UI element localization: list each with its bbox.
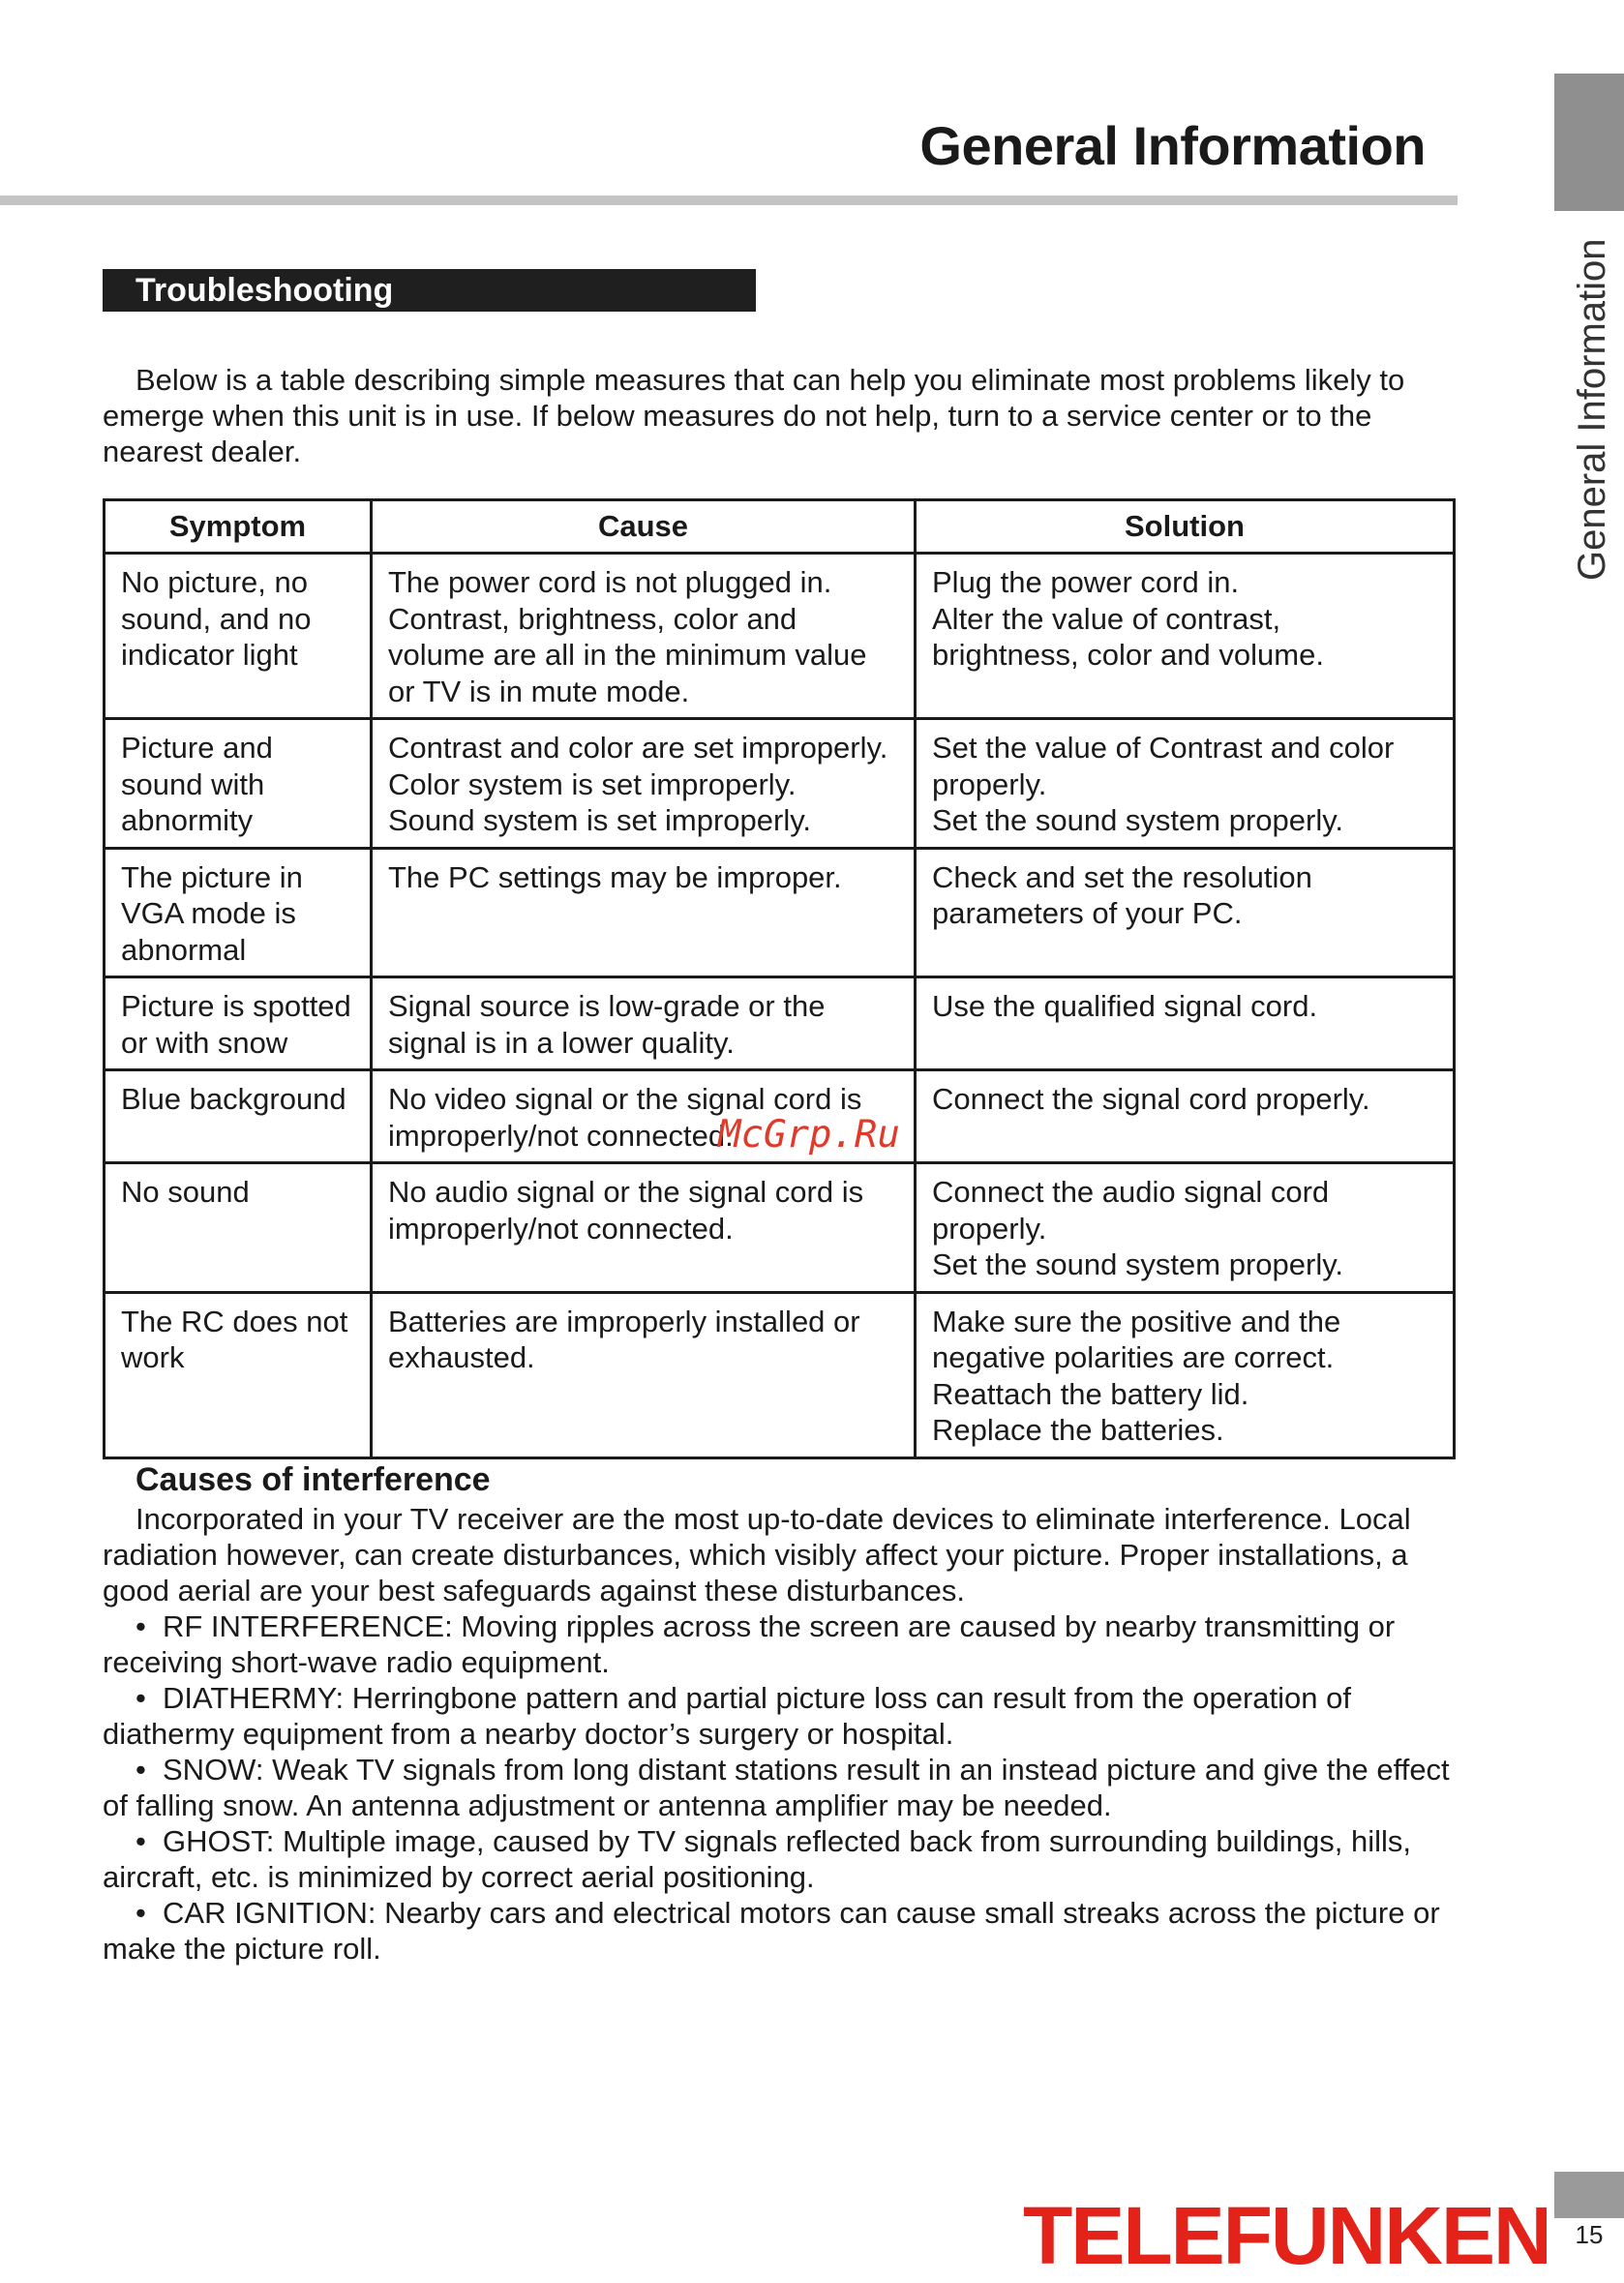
interference-bullet-item <box>103 1680 1458 1752</box>
bullet-dot-icon: • <box>135 1609 146 1643</box>
cause-text-line: No video signal or the signal cord is <box>388 1082 862 1116</box>
solution-text-line: Plug the power cord in. <box>932 565 1240 599</box>
cause-text-line: Color system is set improperly. <box>388 766 797 801</box>
symptom-text-line: or with snow <box>121 1025 288 1060</box>
table-cell-solution <box>916 554 1455 719</box>
bullet-text: GHOST: Multiple image, caused by TV signals reflected back from surrounding buildings, hills, aircraft, etc. is minimized by correct aerial positioning. <box>103 1824 1411 1894</box>
table-cell-solution <box>916 977 1455 1070</box>
table-cell-solution <box>916 1292 1455 1457</box>
table-cell-symptom <box>105 848 372 977</box>
column-header-solution: Solution <box>916 500 1455 554</box>
section-heading-troubleshooting: Troubleshooting <box>103 269 756 312</box>
cause-text-line: Sound system is set improperly. <box>388 803 812 837</box>
telefunken-logo: TELEFUNKEN <box>1023 2190 1550 2281</box>
page-number: 15 <box>1575 2220 1604 2249</box>
solution-text-line: Check and set the resolution <box>932 859 1312 894</box>
symptom-text-line: Blue background <box>121 1082 346 1116</box>
table-cell-symptom <box>105 977 372 1070</box>
page-number-tab <box>1554 2172 1624 2218</box>
table-cell-solution <box>916 848 1455 977</box>
symptom-text-line: Picture and <box>121 731 273 765</box>
interference-body <box>103 1501 1458 1967</box>
cause-text-line: improperly/not connected. <box>388 1211 734 1246</box>
bullet-dot-icon: • <box>135 1824 146 1858</box>
table-cell-cause <box>372 1292 916 1457</box>
solution-text-line: Connect the audio signal cord <box>932 1175 1330 1209</box>
column-header-symptom: Symptom <box>105 500 372 554</box>
cause-text-line: The power cord is not plugged in. <box>388 565 832 599</box>
solution-text-line: Use the qualified signal cord. <box>932 989 1318 1023</box>
troubleshooting-table <box>103 498 1456 1459</box>
bullet-dot-icon: • <box>135 1753 146 1787</box>
cause-text-line: exhausted. <box>388 1340 535 1374</box>
table-row <box>105 977 1455 1070</box>
table-row <box>105 1292 1455 1457</box>
symptom-text-line: No picture, no <box>121 565 308 599</box>
cause-text-line: No audio signal or the signal cord is <box>388 1175 864 1209</box>
solution-text-line: Make sure the positive and the <box>932 1304 1341 1338</box>
table-row <box>105 848 1455 977</box>
bullet-text: CAR IGNITION: Nearby cars and electrical motors can cause small streaks across the picture or make the picture roll. <box>103 1896 1440 1966</box>
solution-text-line: negative polarities are correct. <box>932 1340 1335 1374</box>
cause-text-line: Contrast, brightness, color and <box>388 601 797 636</box>
symptom-text-line: Picture is spotted <box>121 989 351 1023</box>
table-row <box>105 719 1455 849</box>
bullet-dot-icon: • <box>135 1896 146 1930</box>
symptom-text-line: sound, and no <box>121 601 312 636</box>
symptom-text-line: indicator light <box>121 638 298 672</box>
solution-text-line: properly. <box>932 766 1047 801</box>
title-rule <box>0 195 1458 205</box>
table-body <box>105 554 1455 1458</box>
cause-text-line: or TV is in mute mode. <box>388 674 690 708</box>
side-tab-marker <box>1554 74 1624 211</box>
table-cell-solution <box>916 1070 1455 1163</box>
symptom-text-line: abnormity <box>121 803 254 837</box>
solution-text-line: Set the sound system properly. <box>932 1247 1344 1281</box>
solution-text-line: Set the value of Contrast and color <box>932 731 1395 765</box>
interference-bullet-list <box>103 1608 1458 1967</box>
table-cell-symptom <box>105 1070 372 1163</box>
watermark: McGrp.Ru <box>718 1113 900 1157</box>
symptom-text-line: VGA mode is <box>121 896 296 930</box>
symptom-text-line: work <box>121 1340 185 1374</box>
side-tab-label: General Information <box>1571 238 1613 581</box>
cause-text-line: Signal source is low-grade or the <box>388 989 826 1023</box>
table-header-row <box>105 500 1455 554</box>
bullet-text: RF INTERFERENCE: Moving ripples across the screen are caused by nearby transmitting or receiving short-wave radio equipment. <box>103 1609 1396 1679</box>
cause-text-line: signal is in a lower quality. <box>388 1025 735 1060</box>
solution-text-line: Reattach the battery lid. <box>932 1376 1249 1411</box>
table-cell-cause <box>372 977 916 1070</box>
table-cell-symptom <box>105 719 372 849</box>
solution-text-line: Connect the signal cord properly. <box>932 1082 1370 1116</box>
section-heading-interference: Causes of interference <box>135 1461 491 1498</box>
column-header-cause: Cause <box>372 500 916 554</box>
symptom-text-line: The RC does not <box>121 1304 348 1338</box>
troubleshooting-intro: Below is a table describing simple measures that can help you eliminate most problems likely to emerge when this unit is in use. If below measures do not help, turn to a service center or to the nearest dealer. <box>103 363 1405 468</box>
table-cell-solution <box>916 1163 1455 1293</box>
interference-intro: Incorporated in your TV receiver are the most up-to-date devices to eliminate interference. Local radiation however, can create disturbances, which visibly affect your picture. Proper installations, a good aerial are your best safeguards against these disturbances. <box>103 1502 1411 1607</box>
table-cell-symptom <box>105 554 372 719</box>
solution-text-line: properly. <box>932 1211 1047 1246</box>
cause-text-line: volume are all in the minimum value <box>388 638 867 672</box>
table-row <box>105 554 1455 719</box>
table-cell-cause <box>372 848 916 977</box>
cause-text-line: The PC settings may be improper. <box>388 859 842 894</box>
cause-text-line: improperly/not connected. <box>388 1118 734 1153</box>
interference-bullet-item <box>103 1608 1458 1680</box>
bullet-text: DIATHERMY: Herringbone pattern and partial picture loss can result from the operation of diathermy equipment from a nearby doctor’s surgery or hospital. <box>103 1681 1351 1751</box>
symptom-text-line: sound with <box>121 766 265 801</box>
solution-text-line: Replace the batteries. <box>932 1413 1224 1447</box>
table-cell-cause <box>372 554 916 719</box>
table-cell-symptom <box>105 1292 372 1457</box>
symptom-text-line: No sound <box>121 1175 250 1209</box>
solution-text-line: brightness, color and volume. <box>932 638 1324 672</box>
symptom-text-line: The picture in <box>121 859 303 894</box>
symptom-text-line: abnormal <box>121 932 247 967</box>
solution-text-line: Set the sound system properly. <box>932 803 1344 837</box>
interference-bullet-item <box>103 1752 1458 1823</box>
solution-text-line: Alter the value of contrast, <box>932 601 1281 636</box>
bullet-dot-icon: • <box>135 1681 146 1715</box>
bullet-text: SNOW: Weak TV signals from long distant stations result in an instead picture and give the effect of falling snow. An antenna adjustment or antenna amplifier may be needed. <box>103 1753 1450 1822</box>
table-row <box>105 1163 1455 1293</box>
cause-text-line: Contrast and color are set improperly. <box>388 731 888 765</box>
table-cell-cause <box>372 719 916 849</box>
page-title: General Information <box>919 115 1426 176</box>
interference-bullet-item <box>103 1895 1458 1967</box>
interference-bullet-item <box>103 1823 1458 1895</box>
table-cell-symptom <box>105 1163 372 1293</box>
table-cell-solution <box>916 719 1455 849</box>
table-cell-cause <box>372 1163 916 1293</box>
solution-text-line: parameters of your PC. <box>932 896 1243 930</box>
cause-text-line: Batteries are improperly installed or <box>388 1304 860 1338</box>
